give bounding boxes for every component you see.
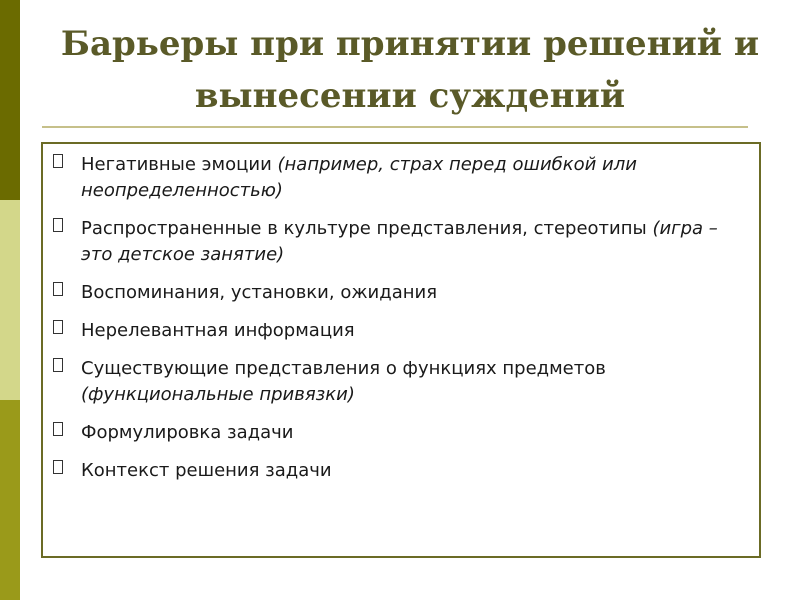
- bullet-text: Воспоминания, установки, ожидания: [81, 282, 438, 303]
- bullet-note: (например, страх перед ошибкой или неопределенностью): [81, 154, 637, 201]
- bullet-marker-icon: [53, 460, 63, 474]
- bullet-item: [53, 356, 743, 408]
- bullet-text: Контекст решения задачи: [81, 460, 332, 481]
- title-line-1: Барьеры при принятии решений и: [60, 24, 760, 64]
- bullet-item: [53, 216, 743, 268]
- content-box: [41, 142, 761, 558]
- slide-title: [40, 18, 780, 122]
- decorative-sidebar: [0, 0, 20, 600]
- bullet-item: [53, 458, 743, 484]
- title-line-2: вынесении суждений: [194, 76, 626, 116]
- sidebar-band-light: [0, 200, 20, 400]
- title-divider: [42, 126, 748, 128]
- bullet-note: (функциональные привязки): [81, 384, 355, 405]
- bullet-marker-icon: [53, 154, 63, 168]
- bullet-item: [53, 420, 743, 446]
- bullet-marker-icon: [53, 218, 63, 232]
- bullet-marker-icon: [53, 282, 63, 296]
- bullet-item: [53, 152, 743, 204]
- bullet-text: Существующие представления о функциях предметов: [81, 358, 606, 379]
- bullet-text: Негативные эмоции: [81, 154, 278, 175]
- bullet-marker-icon: [53, 422, 63, 436]
- bullet-item: [53, 318, 743, 344]
- bullet-text: Распространенные в культуре представления, стереотипы: [81, 218, 653, 239]
- bullet-note: (игра – это детское занятие): [81, 218, 718, 265]
- bullet-list: [53, 152, 743, 496]
- bullet-marker-icon: [53, 358, 63, 372]
- bullet-text: Формулировка задачи: [81, 422, 294, 443]
- sidebar-band-mid: [0, 400, 20, 600]
- bullet-item: [53, 280, 743, 306]
- bullet-text: Нерелевантная информация: [81, 320, 355, 341]
- sidebar-band-dark: [0, 0, 20, 200]
- bullet-marker-icon: [53, 320, 63, 334]
